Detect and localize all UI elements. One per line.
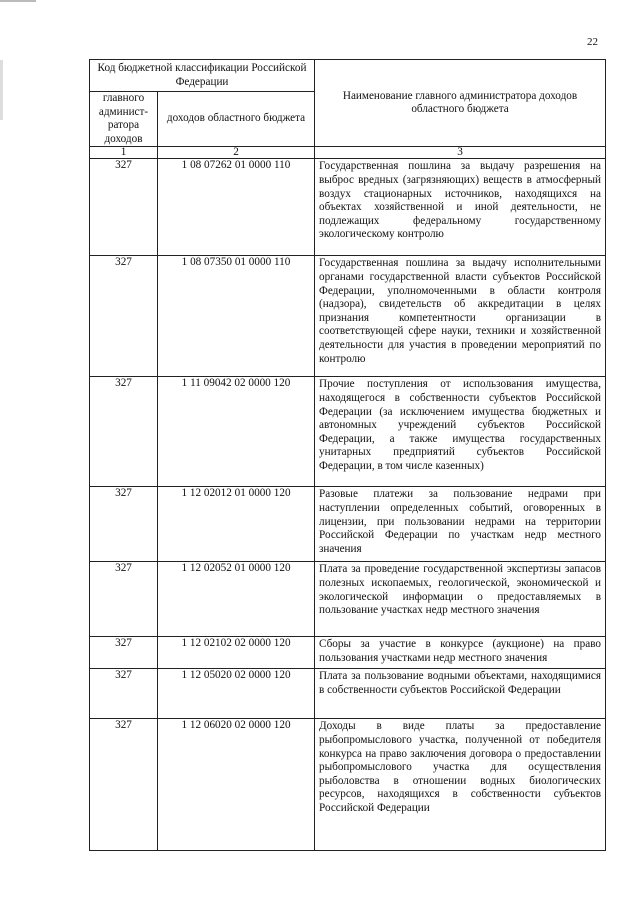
revenue-code: 1 12 05020 02 0000 120 — [158, 669, 315, 719]
col-number-2: 2 — [158, 147, 315, 159]
table-row — [90, 256, 606, 377]
table-row — [90, 562, 606, 637]
page-number: 22 — [587, 36, 598, 48]
table-row — [90, 637, 606, 669]
table-row — [90, 669, 606, 719]
revenue-name: Разовые платежи за пользование недрами при наступлении определенных событий, оговоренных в лицензии, при пользовании недрами на территории Российской Федерации по участкам недр местного значения — [315, 487, 606, 562]
revenue-code: 1 08 07262 01 0000 110 — [158, 159, 315, 256]
revenue-code: 1 12 06020 02 0000 120 — [158, 719, 315, 851]
revenue-code: 1 12 02102 02 0000 120 — [158, 637, 315, 669]
revenue-code: 1 12 02052 01 0000 120 — [158, 562, 315, 637]
admin-code: 327 — [90, 487, 158, 562]
admin-code-header: главного админист-ратора доходов — [90, 92, 158, 147]
admin-code: 327 — [90, 159, 158, 256]
admin-code: 327 — [90, 377, 158, 487]
revenue-name: Прочие поступления от использования имущества, находящегося в собственности субъектов Российской Федерации (за исключением имущества бюджетных и автономных учреждений субъектов Российской Федерации, а также имущества государственных унитарных предприятий субъектов Российской Федерации, в том числе казенных) — [315, 377, 606, 487]
revenue-name: Плата за проведение государственной экспертизы запасов полезных ископаемых, геологической, экономической и экологической информации о предоставляемых в пользование участках недр местного значения — [315, 562, 606, 637]
revenue-administrators-table — [89, 59, 606, 851]
table-row — [90, 377, 606, 487]
admin-code: 327 — [90, 719, 158, 851]
col-number-1: 1 — [90, 147, 158, 159]
scan-edge-shadow — [0, 60, 3, 120]
revenue-name: Сборы за участие в конкурсе (аукционе) на право пользования участками недр местного значения — [315, 637, 606, 669]
table-row — [90, 159, 606, 256]
revenue-name: Доходы в виде платы за предоставление рыбопромыслового участка, полученной от победителя конкурса на право заключения договора о предоставлении рыбопромыслового участка для осуществления рыболовства в отношении водных биологических ресурсов, находящихся в собственности субъектов Российской Федерации — [315, 719, 606, 851]
revenue-code: 1 08 07350 01 0000 110 — [158, 256, 315, 377]
table-row — [90, 487, 606, 562]
revenue-code: 1 11 09042 02 0000 120 — [158, 377, 315, 487]
revenue-code-header: доходов областного бюджета — [158, 92, 315, 147]
kbk-header: Код бюджетной классификации Российской Федерации — [90, 60, 315, 92]
revenue-name: Государственная пошлина за выдачу разрешения на выброс вредных (загрязняющих) веществ в атмосферный воздух стационарных источников, находящихся на объектах хозяйственной и иной деятельности, не подлежащих федеральному государственному экологическому контролю — [315, 159, 606, 256]
name-header: Наименование главного администратора доходов областного бюджета — [315, 60, 606, 147]
col-number-3: 3 — [315, 147, 606, 159]
revenue-code: 1 12 02012 01 0000 120 — [158, 487, 315, 562]
revenue-name: Плата за пользование водными объектами, находящимися в собственности субъектов Российской Федерации — [315, 669, 606, 719]
admin-code: 327 — [90, 637, 158, 669]
scan-edge-mark — [0, 0, 36, 2]
admin-code: 327 — [90, 669, 158, 719]
table-row — [90, 719, 606, 851]
admin-code: 327 — [90, 256, 158, 377]
revenue-name: Государственная пошлина за выдачу исполнительными органами государственной власти субъектов Российской Федерации, уполномоченными в области контроля (надзора), свидетельств об аккредитации в целях признания компетентности организации в соответствующей сфере науки, техники и хозяйственной деятельности для участия в проведении мероприятий по контролю — [315, 256, 606, 377]
admin-code: 327 — [90, 562, 158, 637]
